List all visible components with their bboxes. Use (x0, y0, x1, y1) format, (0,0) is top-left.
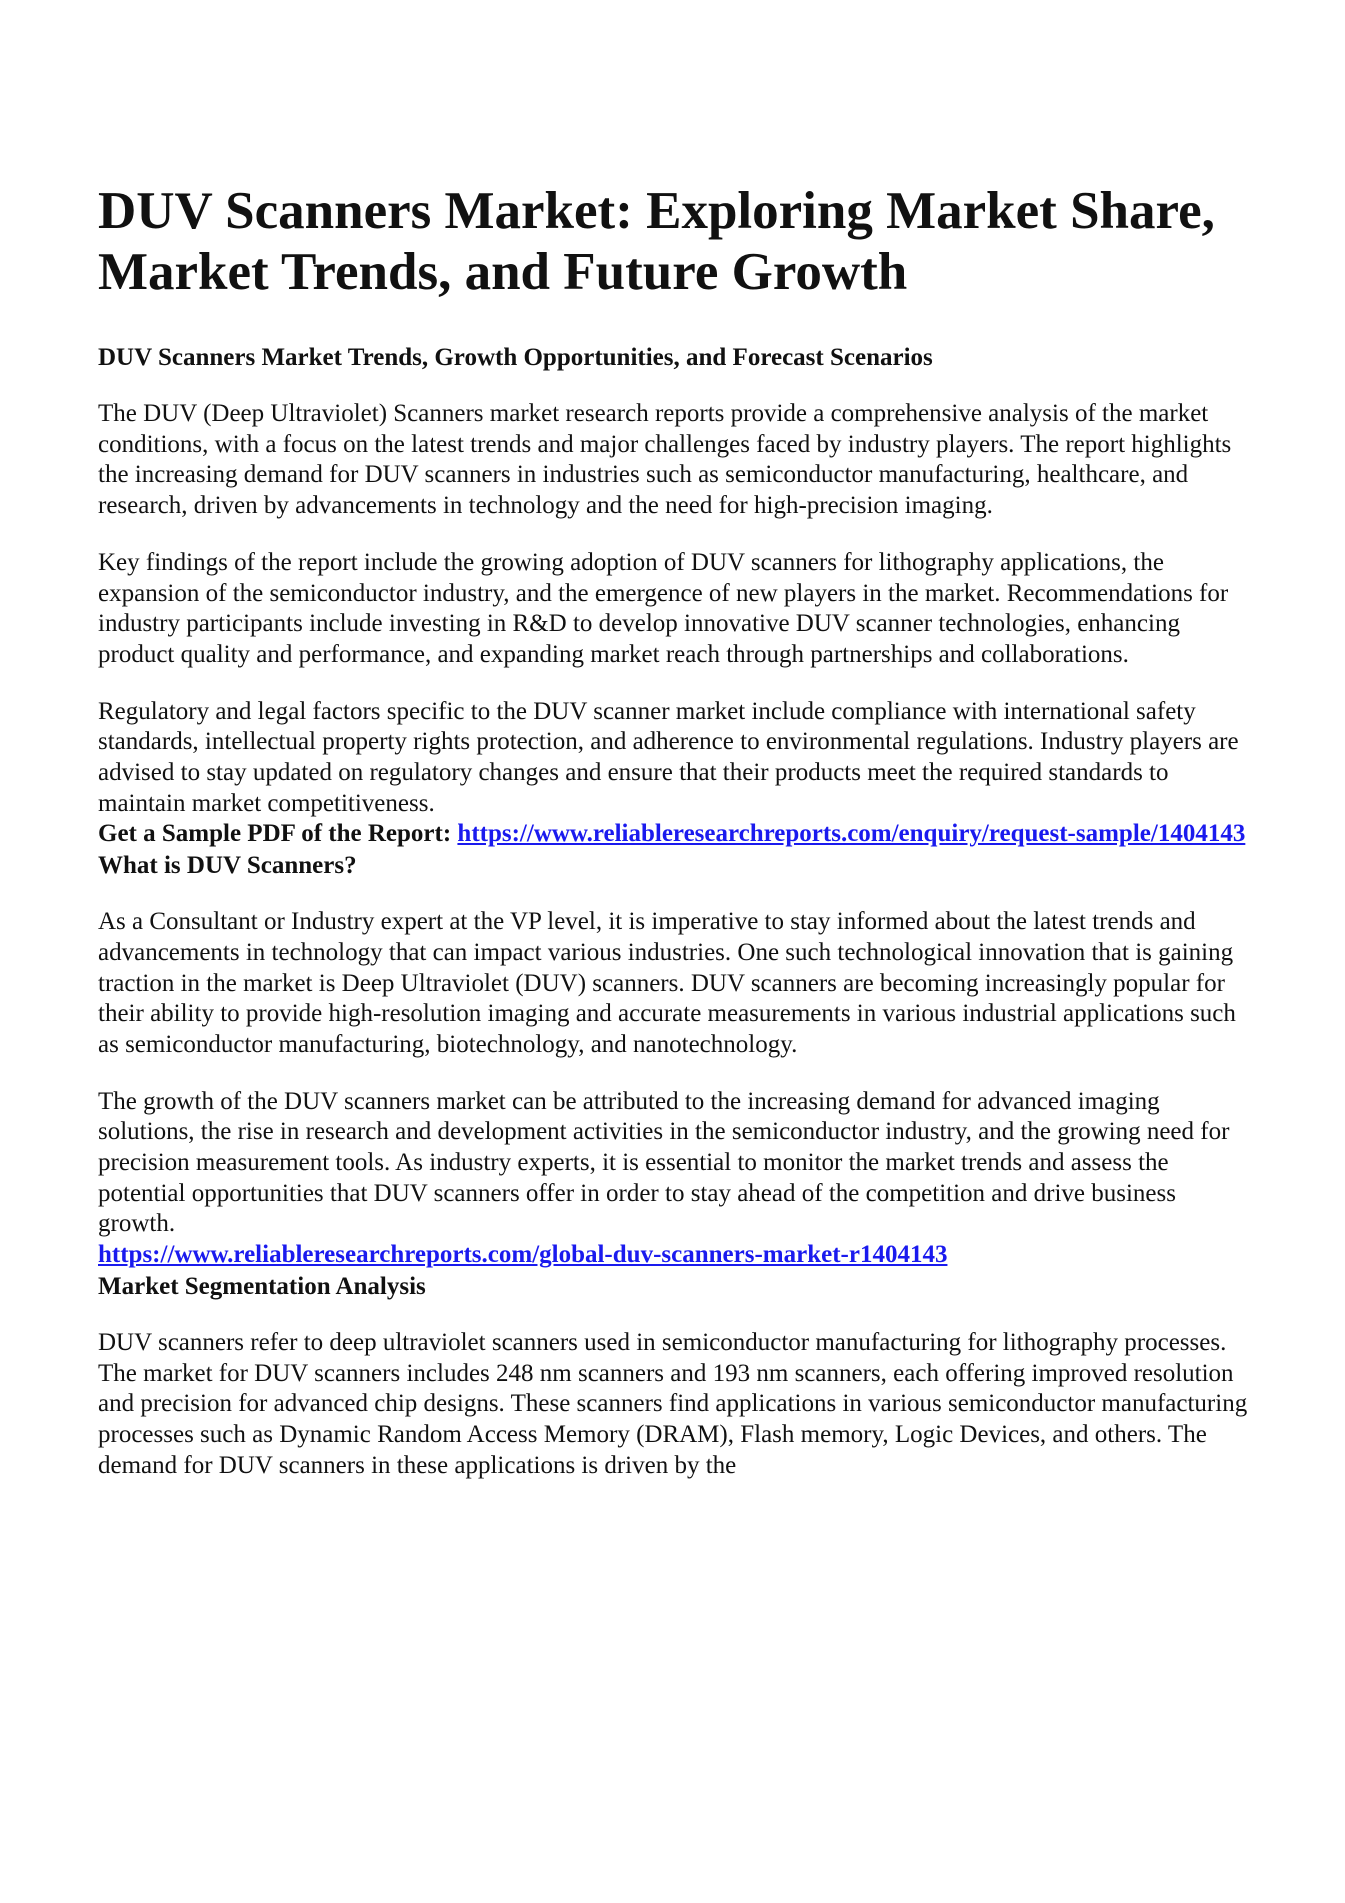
what-is-paragraph-1: As a Consultant or Industry expert at the VP level, it is imperative to stay informed about the latest trends and advancements in technology that can impact various industries. One such technological innovation that is gaining traction in the market is Deep Ultraviolet (DUV) scanners. DUV scanners are becoming increasingly popular for their ability to provide high-resolution imaging and accurate measurements in various industrial applications such as semiconductor manufacturing, biotechnology, and nanotechnology. (98, 908, 1236, 1058)
what-is-paragraph-2: The growth of the DUV scanners market can be attributed to the increasing demand for advanced imaging solutions, the rise in research and development activities in the semiconductor industry, and the growing need for precision measurement tools. As industry experts, it is essential to monitor the market trends and assess the potential opportunities that DUV scanners offer in order to stay ahead of the competition and drive business growth. (98, 1087, 1230, 1238)
report-link-line (98, 1240, 1255, 1271)
segmentation-paragraph: DUV scanners refer to deep ultraviolet scanners used in semiconductor manufacturing for lithography processes. The market for DUV scanners includes 248 nm scanners and 193 nm scanners, each offering improved resolution and precision for advanced chip designs. These scanners find applications in various semiconductor manufacturing processes such as Dynamic Random Access Memory (DRAM), Flash memory, Logic Devices, and others. The demand for DUV scanners in these applications is driven by the (98, 1328, 1248, 1479)
sample-pdf-link[interactable]: https://www.reliableresearchreports.com/enquiry/request-sample/1404143 (457, 820, 1246, 848)
what-is-heading: What is DUV Scanners? (98, 852, 357, 880)
segmentation-heading: Market Segmentation Analysis (98, 1272, 426, 1300)
intro-paragraph-2: Key findings of the report include the growing adoption of DUV scanners for lithography applications, the expansion of the semiconductor industry, and the emergence of new players in the market. Recommendations for industry participants include investing in R&D to develop innovative DUV scanner technologies, enhancing product quality and performance, and expanding market reach through partnerships and collaborations. (98, 548, 1229, 668)
sample-pdf-label: Get a Sample PDF of the Report: (98, 820, 452, 848)
page-title: DUV Scanners Market: Exploring Market Share, Market Trends, and Future Growth (98, 182, 1215, 301)
intro-paragraph-1: The DUV (Deep Ultraviolet) Scanners market research reports provide a comprehensive analysis of the market conditions, with a focus on the latest trends and major challenges faced by industry players. The report highlights the increasing demand for DUV scanners in industries such as semiconductor manufacturing, healthcare, and research, driven by advancements in technology and the need for high-precision imaging. (98, 400, 1232, 520)
report-link[interactable]: https://www.reliableresearchreports.com/global-duv-scanners-market-r1404143 (98, 1241, 948, 1269)
page-subtitle: DUV Scanners Market Trends, Growth Opportunities, and Forecast Scenarios (98, 344, 933, 371)
intro-paragraph-3: Regulatory and legal factors specific to the DUV scanner market include compliance with international safety standards, intellectual property rights protection, and adherence to environmental regulations. Industry players are advised to stay updated on regulatory changes and ensure that their products meet the required standards to maintain market competitiveness. (98, 697, 1239, 817)
sample-pdf-line (98, 819, 1255, 850)
